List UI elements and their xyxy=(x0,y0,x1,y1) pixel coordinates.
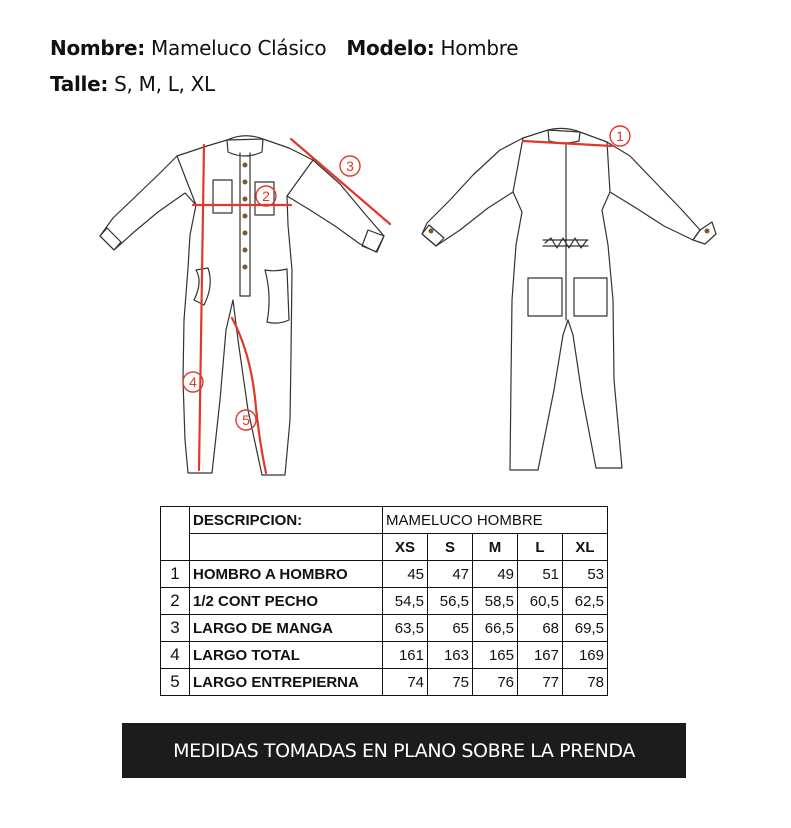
row-index: 1 xyxy=(161,561,190,588)
measure-line-4-total-length xyxy=(199,145,204,470)
measure-marker-2-label: 2 xyxy=(262,188,270,204)
row-value: 51 xyxy=(518,561,563,588)
front-right-sleeve-seam xyxy=(287,160,313,196)
row-value: 47 xyxy=(428,561,473,588)
nombre-value: Mameluco Clásico xyxy=(151,36,327,60)
row-index: 3 xyxy=(161,615,190,642)
size-table xyxy=(160,506,608,696)
row-index: 4 xyxy=(161,642,190,669)
modelo-label: Modelo: xyxy=(346,36,435,60)
row-value: 56,5 xyxy=(428,588,473,615)
row-value: 78 xyxy=(563,669,608,696)
row-value: 63,5 xyxy=(383,615,428,642)
table-row xyxy=(161,588,608,615)
row-value: 53 xyxy=(563,561,608,588)
measurement-note-text: MEDIDAS TOMADAS EN PLANO SOBRE LA PRENDA xyxy=(173,739,635,762)
row-value: 77 xyxy=(518,669,563,696)
modelo-value: Hombre xyxy=(440,36,519,60)
row-value: 163 xyxy=(428,642,473,669)
measure-line-1-shoulder xyxy=(523,141,612,146)
row-value: 74 xyxy=(383,669,428,696)
size-label: L xyxy=(518,534,563,561)
measure-line-3-sleeve xyxy=(291,139,390,224)
row-value: 49 xyxy=(473,561,518,588)
row-value: 66,5 xyxy=(473,615,518,642)
descripcion-header: DESCRIPCION: xyxy=(190,507,383,534)
table-row xyxy=(161,669,608,696)
row-value: 69,5 xyxy=(563,615,608,642)
measure-line-5-inseam xyxy=(232,318,266,473)
back-jumpsuit-outline xyxy=(422,130,700,470)
size-label: XL xyxy=(563,534,608,561)
size-label: M xyxy=(473,534,518,561)
row-value: 45 xyxy=(383,561,428,588)
row-value: 167 xyxy=(518,642,563,669)
row-value: 62,5 xyxy=(563,588,608,615)
row-label: 1/2 CONT PECHO xyxy=(190,588,383,615)
back-left-sleeve-seam xyxy=(513,138,523,192)
front-buttons xyxy=(243,163,248,270)
talle-label: Talle: xyxy=(50,72,109,96)
row-value: 75 xyxy=(428,669,473,696)
size-table-header-row xyxy=(161,507,608,534)
row-value: 68 xyxy=(518,615,563,642)
row-label: HOMBRO A HOMBRO xyxy=(190,561,383,588)
row-value: 169 xyxy=(563,642,608,669)
front-right-hip-pocket xyxy=(265,269,289,323)
row-value: 65 xyxy=(428,615,473,642)
back-right-pocket xyxy=(574,278,607,316)
measure-marker-3-label: 3 xyxy=(346,158,354,174)
measure-marker-1-label: 1 xyxy=(616,128,624,144)
front-right-cuff xyxy=(362,230,384,252)
empty-desc-cell xyxy=(190,534,383,561)
nombre-label: Nombre: xyxy=(50,36,145,60)
row-index: 2 xyxy=(161,588,190,615)
row-value: 165 xyxy=(473,642,518,669)
front-left-sleeve-seam xyxy=(177,156,196,205)
back-elastic-waist xyxy=(543,238,588,248)
size-label: XS xyxy=(383,534,428,561)
model-header: MAMELUCO HOMBRE xyxy=(383,507,608,534)
row-value: 58,5 xyxy=(473,588,518,615)
index-header-cell xyxy=(161,507,190,561)
measure-marker-4-label: 4 xyxy=(189,374,197,390)
back-cuff-buttons xyxy=(429,229,710,234)
back-right-sleeve-seam xyxy=(607,142,610,192)
table-row xyxy=(161,561,608,588)
front-placket xyxy=(240,153,250,296)
size-label: S xyxy=(428,534,473,561)
size-labels-row xyxy=(161,534,608,561)
measure-marker-5-label: 5 xyxy=(242,412,250,428)
row-value: 76 xyxy=(473,669,518,696)
row-label: LARGO TOTAL xyxy=(190,642,383,669)
talle-value: S, M, L, XL xyxy=(114,72,215,96)
row-value: 60,5 xyxy=(518,588,563,615)
table-row xyxy=(161,642,608,669)
table-row xyxy=(161,615,608,642)
back-left-pocket xyxy=(528,278,562,316)
row-index: 5 xyxy=(161,669,190,696)
row-value: 161 xyxy=(383,642,428,669)
row-value: 54,5 xyxy=(383,588,428,615)
row-label: LARGO DE MANGA xyxy=(190,615,383,642)
front-left-chest-pocket xyxy=(213,180,232,213)
row-label: LARGO ENTREPIERNA xyxy=(190,669,383,696)
measurement-note-banner xyxy=(122,723,686,778)
